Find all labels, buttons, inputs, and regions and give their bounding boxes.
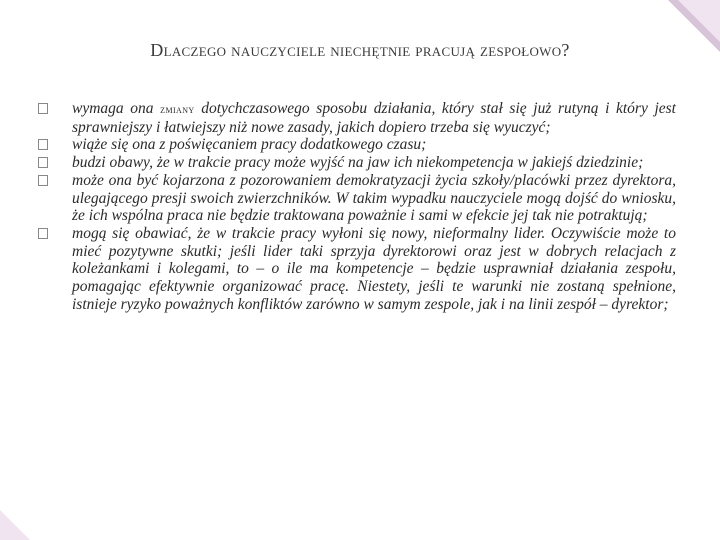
bullet-box-icon bbox=[38, 103, 48, 114]
emphasis-word: zmiany bbox=[160, 102, 195, 116]
item-text: mogą się obawiać, że w trakcie pracy wyłoni się nowy, nieformalny lider. Oczywiście może to mieć pozytywne skutki; jeśli lider taki sprzyja dyrektorowi oraz jest w dobrych relacjach z koleżankami i kolegami, to – o ile ma kompetencje – będzie usprawniał działania zespołu, pomagając efektywnie organizować pracę. Niestety, jeśli te warunki nie zostaną spełnione, istnieje ryzyko poważnych konfliktów zarówno w samym zespole, jak i na linii zespół – dyrektor; bbox=[72, 224, 676, 313]
slide-title: Dlaczego nauczyciele niechętnie pracują zespołowo? bbox=[150, 40, 570, 60]
item-text-start: wymaga ona bbox=[72, 100, 161, 117]
list-item bbox=[36, 136, 676, 154]
item-text: budzi obawy, że w trakcie pracy może wyjść na jaw ich niekompetencja w jakiejś dziedzinie; bbox=[72, 154, 644, 172]
list-item bbox=[36, 225, 676, 314]
item-text: wiąże się ona z poświęcaniem pracy dodatkowego czasu; bbox=[72, 136, 427, 154]
bullet-box-icon bbox=[38, 139, 48, 150]
corner-decoration-bottom bbox=[0, 510, 30, 540]
item-text: może ona być kojarzona z pozorowaniem demokratyzacji życia szkoły/placówki przez dyrektora, ulegającego presji swoich zwierzchników. W takim wypadku nauczyciele mogą dojść do wniosku, że ich wspólna praca nie będzie traktowana poważnie i sami w efekcie jej tak nie potraktują; bbox=[72, 171, 676, 225]
bullet-list bbox=[36, 100, 676, 313]
bullet-box-icon bbox=[38, 228, 48, 239]
bullet-box-icon bbox=[38, 157, 48, 168]
bullet-box-icon bbox=[38, 175, 48, 186]
list-item bbox=[36, 154, 676, 172]
item-text-end: dotychczasowego sposobu działania, który stał się już rutyną i który jest sprawniejszy i łatwiejszy niż nowe zasady, jakich dopiero trzeba się wyuczyć; bbox=[72, 100, 676, 136]
list-item bbox=[36, 172, 676, 225]
list-item bbox=[36, 100, 676, 136]
